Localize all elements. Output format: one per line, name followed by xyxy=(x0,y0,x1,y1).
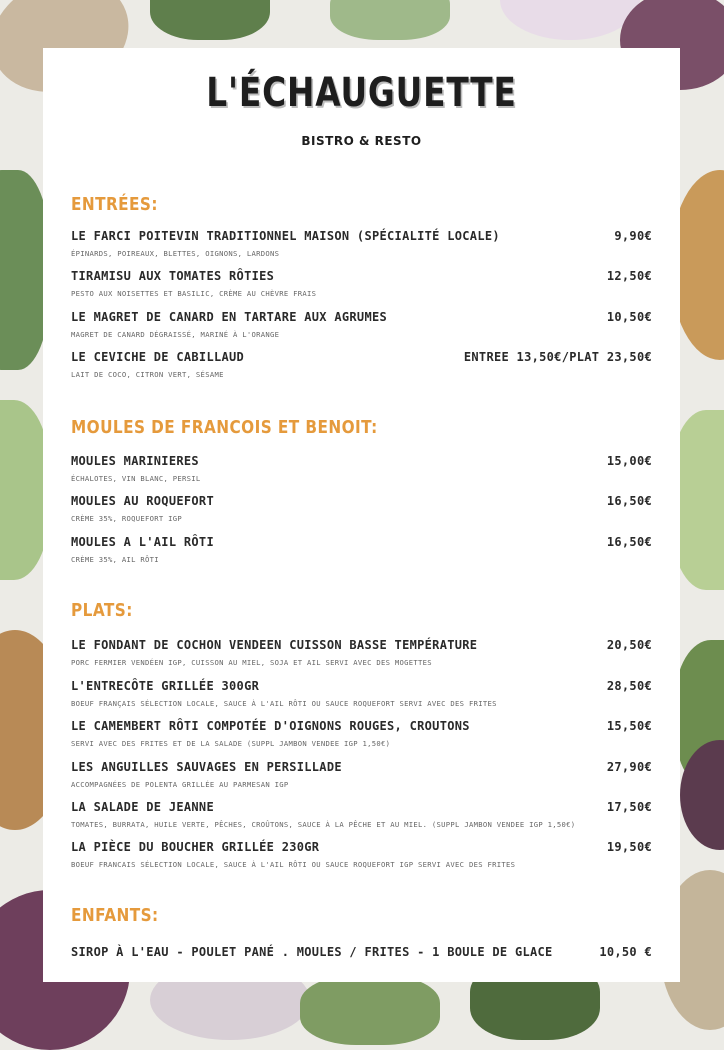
item-description: PESTO AUX NOISETTES ET BASILIC, CRÈME AU CHÈVRE FRAIS xyxy=(71,289,317,298)
item-price: 27,90€ xyxy=(606,760,652,774)
section-title-moules: MOULES DE FRANCOIS ET BENOIT: xyxy=(71,417,378,438)
item-name: LE FONDANT DE COCHON VENDEEN CUISSON BASSE TEMPÉRATURE xyxy=(71,638,478,652)
item-description: BOEUF FRANCAIS SÉLECTION LOCALE, SAUCE À L'AIL RÔTI OU SAUCE ROQUEFORT IGP SERVI AVEC DES FRITES xyxy=(71,860,516,869)
item-name: LE MAGRET DE CANARD EN TARTARE AUX AGRUMES xyxy=(71,310,388,324)
menu-item xyxy=(71,310,652,339)
menu-item xyxy=(71,269,652,298)
menu-item xyxy=(71,945,652,959)
menu-item xyxy=(71,638,652,667)
item-price: 20,50€ xyxy=(606,638,652,652)
item-description: TOMATES, BURRATA, HUILE VERTE, PÊCHES, CROÛTONS, SAUCE À LA PÊCHE ET AU MIEL. (SUPPL JAMBON VENDEE IGP 1,50€) xyxy=(71,820,576,829)
restaurant-tagline: BISTRO & RESTO xyxy=(301,134,422,148)
menu-item xyxy=(71,454,652,483)
restaurant-logo: L'ÉCHAUGUETTE xyxy=(206,70,517,116)
item-description: PORC FERMIER VENDÉEN IGP, CUISSON AU MIEL, SOJA ET AIL SERVI AVEC DES MOGETTES xyxy=(71,658,432,667)
item-price: 15,00€ xyxy=(606,454,652,468)
item-name: SIROP À L'EAU - POULET PANÉ . MOULES / FRITES - 1 BOULE DE GLACE xyxy=(71,945,553,959)
section-title-entrees: ENTRÉES: xyxy=(71,194,158,215)
menu-item xyxy=(71,800,652,829)
section-title-enfants: ENFANTS: xyxy=(71,905,159,926)
menu-item xyxy=(71,494,652,523)
item-description: CRÈME 35%, AIL RÔTI xyxy=(71,555,159,564)
item-description: ÉPINARDS, POIREAUX, BLETTES, OIGNONS, LARDONS xyxy=(71,249,280,258)
item-name: LE CEVICHE DE CABILLAUD xyxy=(71,350,245,364)
item-price: 15,50€ xyxy=(606,719,652,733)
menu-item xyxy=(71,760,652,789)
item-name: TIRAMISU AUX TOMATES RÔTIES xyxy=(71,269,275,283)
onion-illustration xyxy=(500,0,640,40)
item-description: MAGRET DE CANARD DÉGRAISSÉ, MARINÉ À L'ORANGE xyxy=(71,330,280,339)
item-name: MOULES AU ROQUEFORT xyxy=(71,494,214,508)
broccoli-illustration xyxy=(150,0,270,40)
item-price: 17,50€ xyxy=(606,800,652,814)
menu-item xyxy=(71,840,652,869)
item-price: 10,50€ xyxy=(606,310,652,324)
item-price: 12,50€ xyxy=(606,269,652,283)
menu-item xyxy=(71,229,652,258)
leaf-illustration xyxy=(330,0,450,40)
item-name: MOULES MARINIERES xyxy=(71,454,199,468)
item-name: MOULES A L'AIL RÔTI xyxy=(71,535,214,549)
menu-item xyxy=(71,679,652,708)
item-name: LA SALADE DE JEANNE xyxy=(71,800,214,814)
item-price: 19,50€ xyxy=(606,840,652,854)
item-description: BOEUF FRANÇAIS SÉLECTION LOCALE, SAUCE À L'AIL RÔTI OU SAUCE ROQUEFORT SERVI AVEC DES FRITES xyxy=(71,699,497,708)
item-description: SERVI AVEC DES FRITES ET DE LA SALADE (SUPPL JAMBON VENDEE IGP 1,50€) xyxy=(71,739,391,748)
item-name: LE FARCI POITEVIN TRADITIONNEL MAISON (SPÉCIALITÉ LOCALE) xyxy=(71,229,500,243)
item-price: 9,90€ xyxy=(614,229,652,243)
item-name: LES ANGUILLES SAUVAGES EN PERSILLADE xyxy=(71,760,342,774)
section-title-plats: PLATS: xyxy=(71,600,133,621)
broccoli-illustration xyxy=(300,975,440,1045)
item-description: ÉCHALOTES, VIN BLANC, PERSIL xyxy=(71,474,201,483)
menu-item xyxy=(71,535,652,564)
item-description: ACCOMPAGNÉES DE POLENTA GRILLÉE AU PARMESAN IGP xyxy=(71,780,289,789)
item-price: 16,50€ xyxy=(606,494,652,508)
item-price: ENTREE 13,50€/PLAT 23,50€ xyxy=(463,350,652,364)
item-price: 28,50€ xyxy=(606,679,652,693)
menu-item xyxy=(71,719,652,748)
item-description: CRÈME 35%, ROQUEFORT IGP xyxy=(71,514,183,523)
item-name: L'ENTRECÔTE GRILLÉE 300GR xyxy=(71,679,260,693)
menu-item xyxy=(71,350,652,379)
item-price: 16,50€ xyxy=(606,535,652,549)
menu-card xyxy=(43,48,680,982)
item-price: 10,50 € xyxy=(599,945,652,959)
item-name: LA PIÈCE DU BOUCHER GRILLÉE 230GR xyxy=(71,840,320,854)
item-description: LAIT DE COCO, CITRON VERT, SÉSAME xyxy=(71,370,224,379)
item-name: LE CAMEMBERT RÔTI COMPOTÉE D'OIGNONS ROUGES, CROUTONS xyxy=(71,719,470,733)
